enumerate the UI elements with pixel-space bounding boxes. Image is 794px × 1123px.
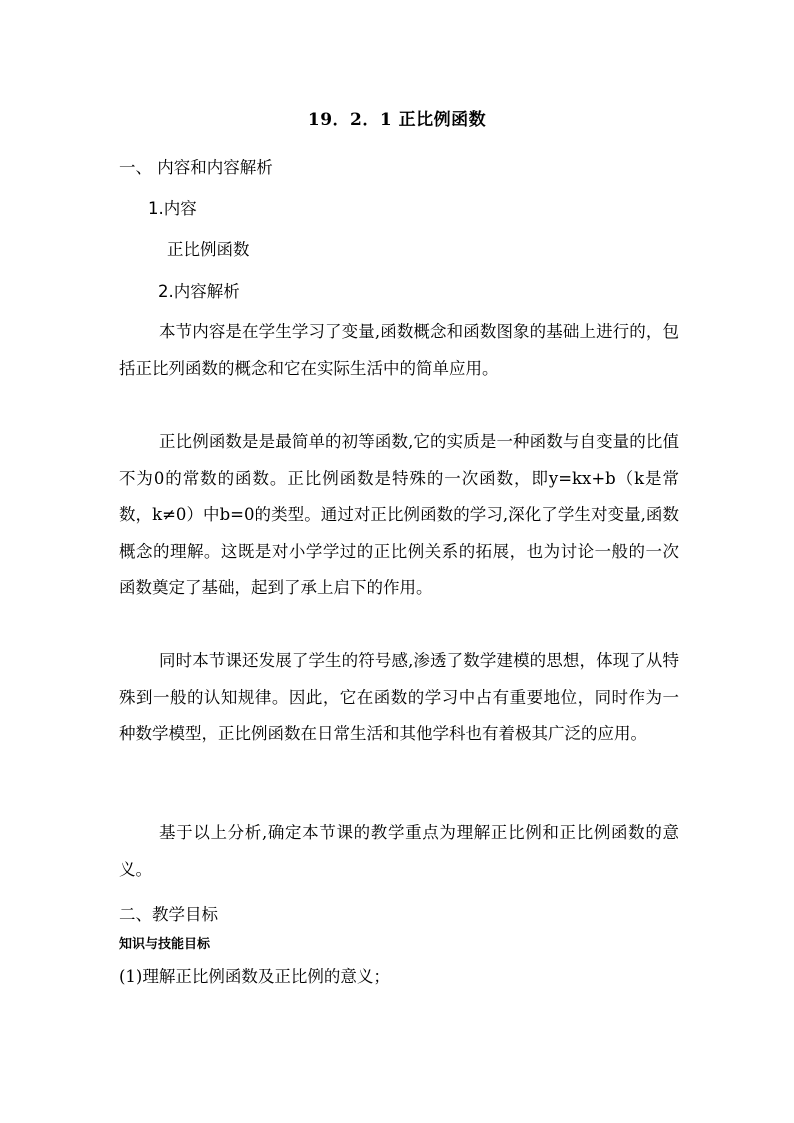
- paragraph-intro: 本节内容是在学生学习了变量,函数概念和函数图象的基础上进行的，包括正比列函数的概念和它在实际生活中的简单应用。: [119, 322, 679, 378]
- paragraph-significance: 同时本节课还发展了学生的符号感,渗透了数学建模的思想，体现了从特殊到一般的认知规律。因此，它在函数的学习中占有重要地位，同时作为一种数学模型，正比例函数在日常生活和其他学科也有着极其广泛的应用。: [119, 651, 679, 743]
- subheading-content: 1.内容: [148, 199, 197, 218]
- subheading-content-analysis: 2.内容解析: [158, 282, 240, 301]
- goal-item: (1)理解正比例函数及正比例的意义；: [119, 967, 390, 986]
- goal-subheading: 知识与技能目标: [119, 937, 211, 952]
- paragraph-key-point: 基于以上分析,确定本节课的教学重点为理解正比例和正比例函数的意义。: [119, 823, 679, 879]
- section-heading-content-analysis: 一、 内容和内容解析: [119, 158, 273, 177]
- page-title: 19．2．1 正比例函数: [307, 110, 487, 130]
- content-topic: 正比例函数: [167, 240, 250, 259]
- paragraph-definition: 正比例函数是是最简单的初等函数,它的实质是一种函数与自变量的比值不为0的常数的函数。正比例函数是特殊的一次函数，即y=kx+b（k是常数，k≠0）中b=0的类型。通过对正比例函数的学习,深化了学生对变量,函数概念的理解。这既是对小学学过的正比例关系的拓展，也为讨论一般的一次函数奠定了基础，起到了承上启下的作用。: [119, 432, 679, 597]
- section-heading-teaching-goals: 二、教学目标: [119, 905, 218, 924]
